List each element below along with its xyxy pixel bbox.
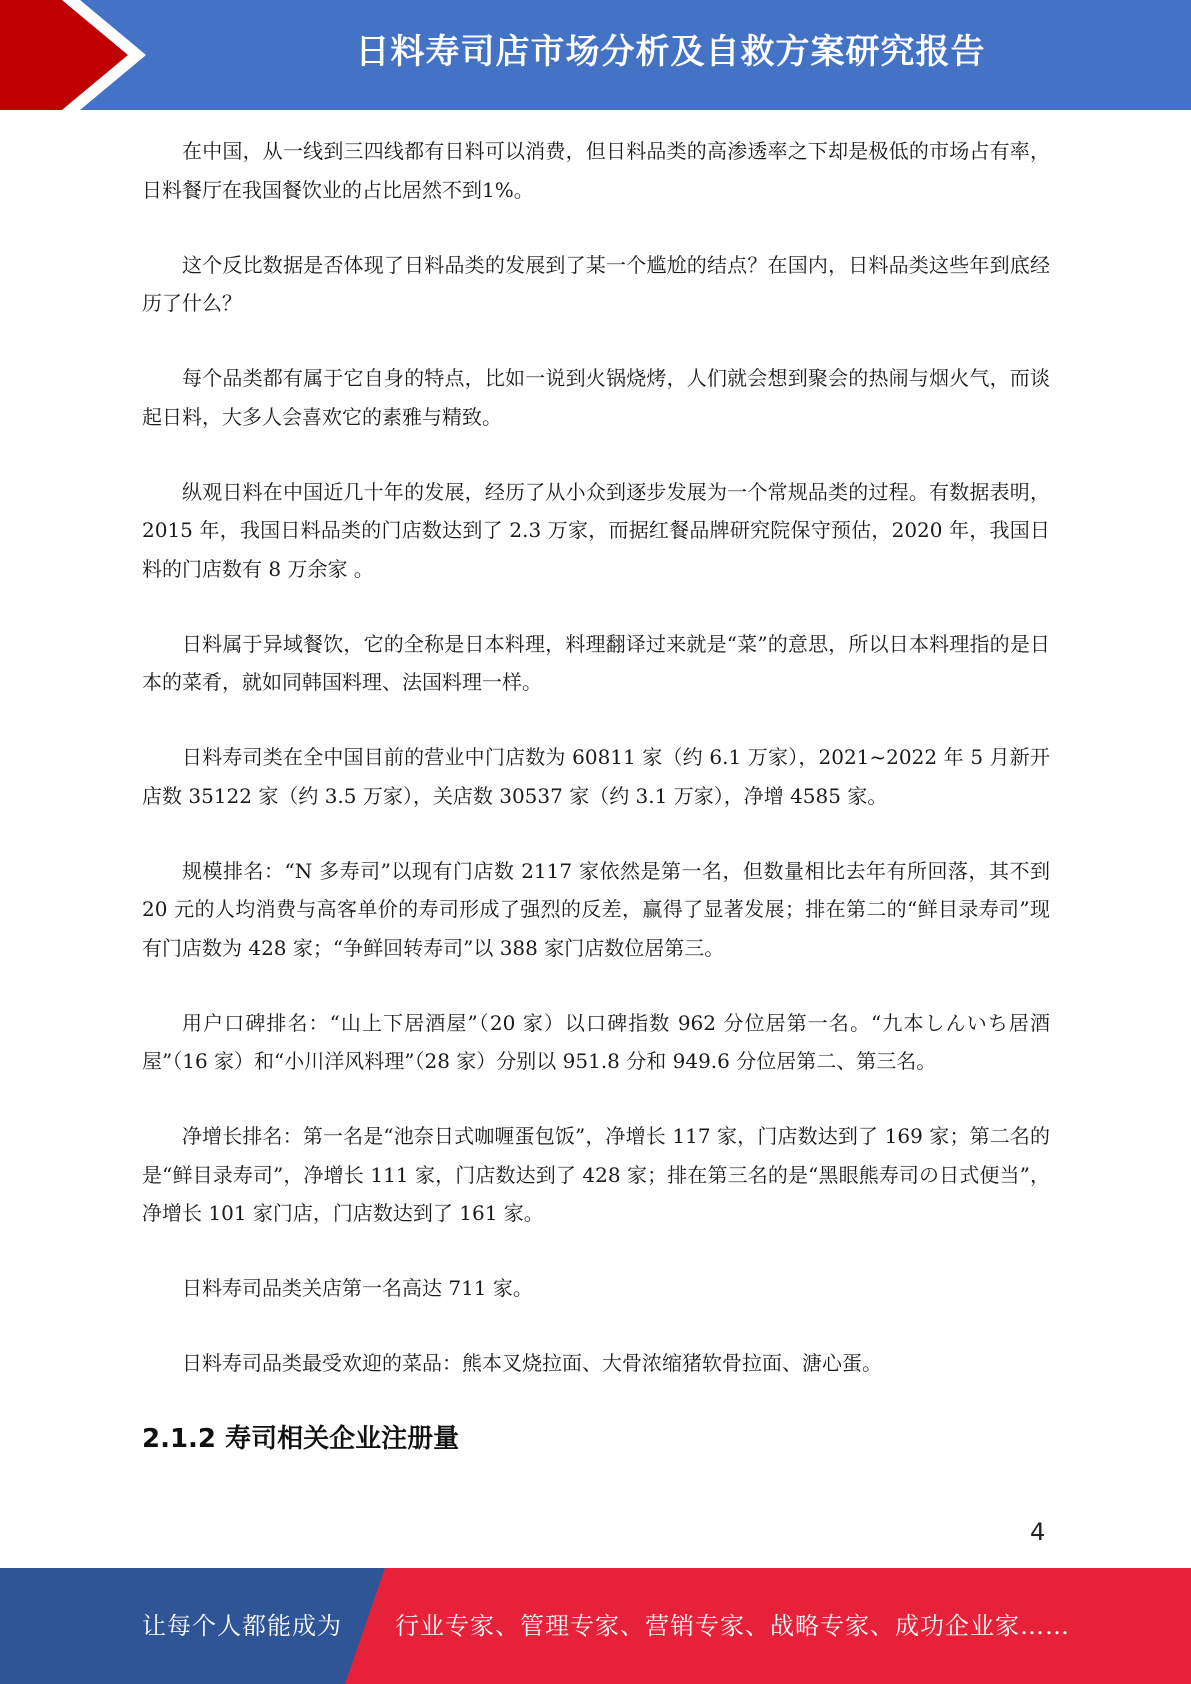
paragraph-question: 这个反比数据是否体现了日料品类的发展到了某一个尴尬的结点？在国内，日料品类这些年到底经历了什么？ [142, 252, 1050, 315]
paragraph-growth-ranking: 净增长排名：第一名是“池奈日式咖喱蛋包饭”，净增长 117 家，门店数达到了 169 家；第二名的是“鲜目录寿司”，净增长 111 家，门店数达到了 428 家；排在第三名的是“黑眼熊寿司の日式便当”，净增长 101 家门店，门店数达到了 161 家。 [142, 1124, 1050, 1225]
section-heading: 2.1.2 寿司相关企业注册量 [142, 1424, 460, 1454]
paragraph-market-share: 在中国，从一线到三四线都有日料可以消费，但日料品类的高渗透率之下却是极低的市场占有率，日料餐厅在我国餐饮业的占比居然不到1%。 [142, 139, 1050, 202]
paragraph-closures: 日料寿司品类关店第一名高达 711 家。 [182, 1276, 533, 1300]
document-body [142, 132, 1050, 1459]
footer-slogan-right: 行业专家、管理专家、营销专家、战略专家、成功企业家…… [395, 1612, 1070, 1640]
header-chevron-decoration [0, 0, 160, 110]
footer-slogan-left: 让每个人都能成为 [142, 1612, 342, 1640]
page-number: 4 [1030, 1518, 1046, 1546]
paragraph-scale-ranking: 规模排名：“N 多寿司”以现有门店数 2117 家依然是第一名，但数量相比去年有所回落，其不到 20 元的人均消费与高客单价的寿司形成了强烈的反差，赢得了显著发展；排在第二的“鲜目录寿司”现有门店数为 428 家；“争鲜回转寿司”以 388 家门店数位居第三。 [142, 858, 1050, 960]
paragraph-reputation-ranking: 用户口碑排名：“山上下居酒屋”（20 家）以口碑指数 962 分位居第一名。“九本しんいち居酒屋”（16 家）和“小川洋风料理”（28 家）分别以 951.8 分和 949.6 分位居第二、第三名。 [142, 1010, 1050, 1073]
page-header [0, 0, 1191, 110]
report-title: 日料寿司店市场分析及自救方案研究报告 [355, 32, 986, 72]
paragraph-store-counts: 日料寿司类在全中国目前的营业中门店数为 60811 家（约 6.1 万家），2021~2022 年 5 月新开店数 35122 家（约 3.5 万家），关店数 30537 家（约 3.1 万家），净增 4585 家。 [142, 745, 1050, 808]
page-footer [0, 1568, 1191, 1684]
paragraph-development: 纵观日料在中国近几十年的发展，经历了从小众到逐步发展为一个常规品类的过程。有数据表明，2015 年，我国日料品类的门店数达到了 2.3 万家，而据红餐品牌研究院保守预估，2020 年，我国日料的门店数有 8 万余家 。 [142, 479, 1050, 581]
paragraph-popular-dishes: 日料寿司品类最受欢迎的菜品：熊本叉烧拉面、大骨浓缩猪软骨拉面、溏心蛋。 [182, 1351, 882, 1375]
paragraph-category-traits: 每个品类都有属于它自身的特点，比如一说到火锅烧烤，人们就会想到聚会的热闹与烟火气，而谈起日料，大多人会喜欢它的素雅与精致。 [142, 366, 1050, 429]
paragraph-definition: 日料属于异域餐饮，它的全称是日本料理，料理翻译过来就是“菜”的意思，所以日本料理指的是日本的菜肴，就如同韩国料理、法国料理一样。 [142, 631, 1050, 694]
